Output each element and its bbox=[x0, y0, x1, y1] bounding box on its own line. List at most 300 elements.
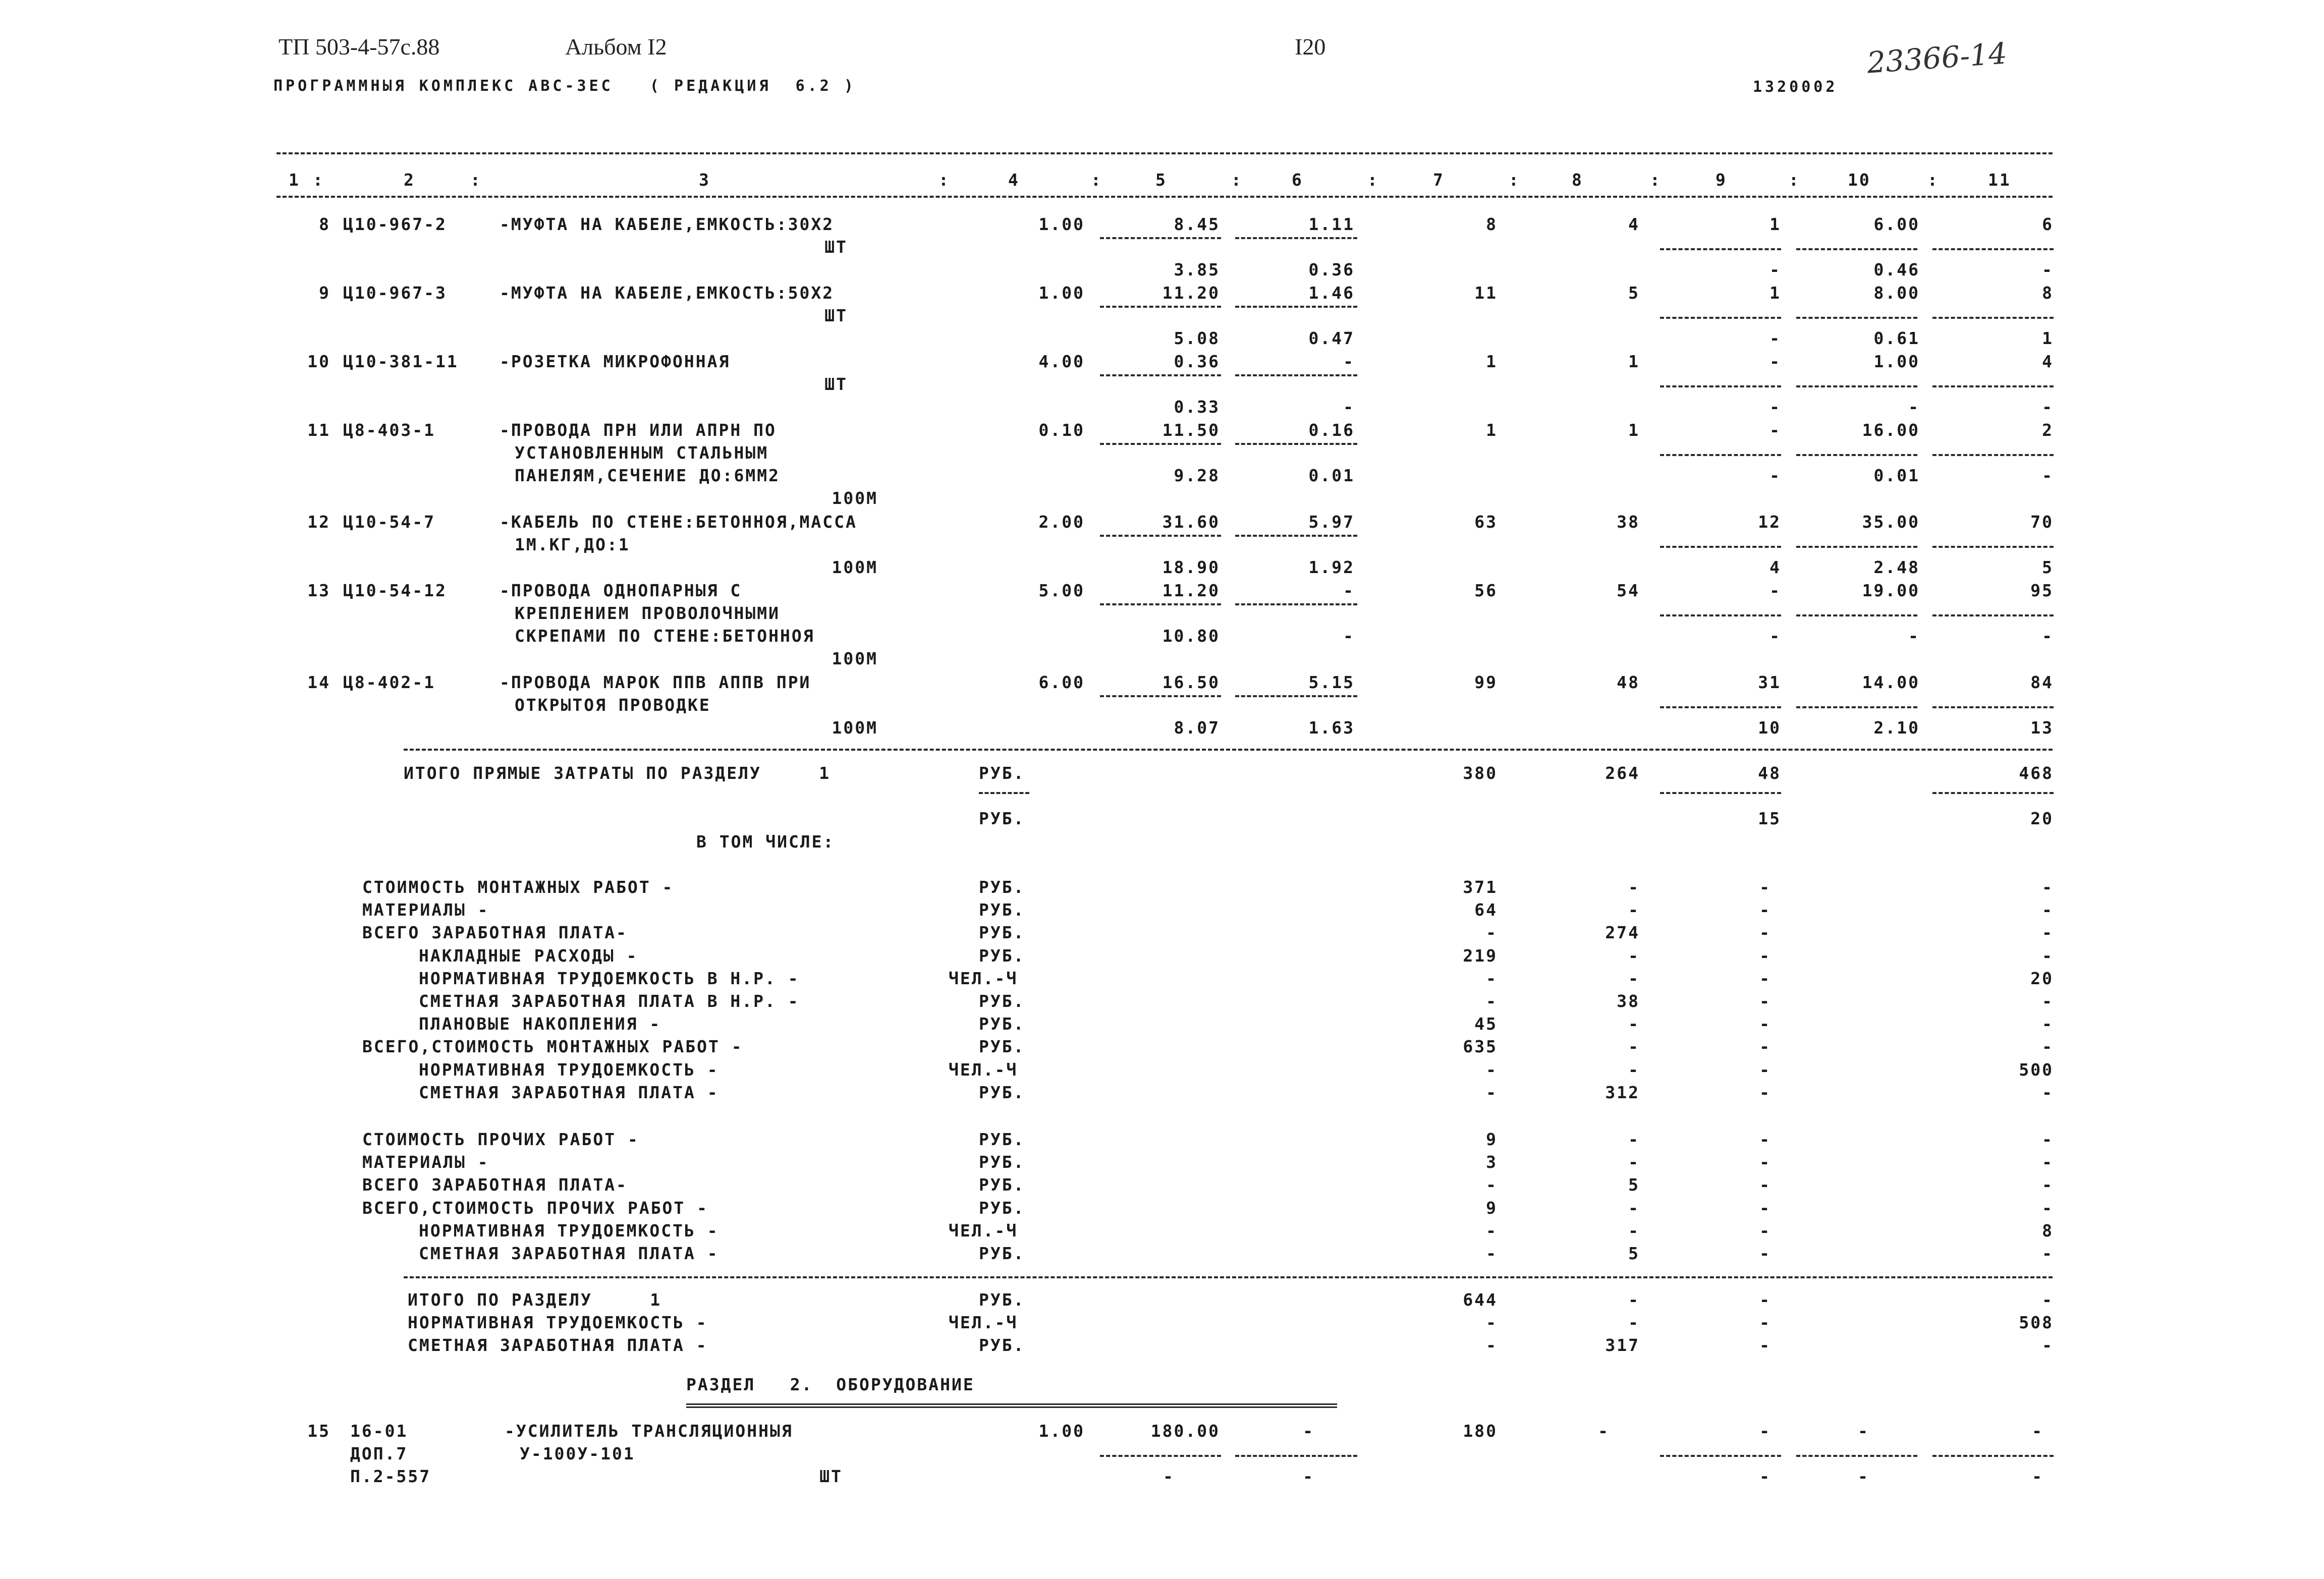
row-col11-b: - bbox=[2032, 1467, 2043, 1486]
row-col9-b: - bbox=[1769, 397, 1781, 417]
row-col9-b: - bbox=[1759, 1467, 1771, 1486]
row-col8-wage: 38 bbox=[1617, 512, 1640, 532]
column-header-7: 7 bbox=[1433, 170, 1445, 190]
summary-unit: РУБ. bbox=[979, 1130, 1025, 1149]
row-quantity: 2.00 bbox=[1038, 512, 1085, 532]
row-col7-total: 56 bbox=[1474, 581, 1498, 600]
summary-col11: - bbox=[2042, 923, 2054, 943]
summary-unit: ЧЕЛ.-Ч bbox=[949, 1059, 1018, 1080]
row-description: КРЕПЛЕНИЕМ ПРОВОЛОЧНЫМИ bbox=[515, 603, 780, 623]
summary-col7: 219 bbox=[1463, 945, 1498, 966]
row-col10-b: - bbox=[1908, 626, 1920, 646]
summary-col8: 312 bbox=[1605, 1082, 1640, 1102]
cell-divider bbox=[1660, 454, 1781, 456]
row-col11-b: - bbox=[2042, 397, 2054, 417]
handwritten-number: 23366-14 bbox=[1865, 36, 2008, 80]
column-header-5: 5 bbox=[1155, 170, 1167, 190]
cell-divider bbox=[1235, 695, 1357, 697]
row-code: Ц10-54-12 bbox=[343, 581, 447, 600]
section-total-label: СМЕТНАЯ ЗАРАБОТНАЯ ПЛАТА - bbox=[408, 1335, 708, 1356]
row-description: -МУФТА НА КАБЕЛЕ,ЕМКОСТЬ:50Х2 bbox=[500, 283, 835, 303]
summary-col11: - bbox=[2042, 1037, 2054, 1057]
row-col9: 1 bbox=[1769, 283, 1781, 303]
cell-divider bbox=[1235, 603, 1357, 605]
row-col9-b: - bbox=[1769, 260, 1781, 279]
row-number: 8 bbox=[319, 214, 330, 234]
cell-divider bbox=[1796, 385, 1917, 387]
summary-col7: - bbox=[1486, 991, 1498, 1011]
summary-col9: - bbox=[1759, 968, 1771, 988]
column-separator: : bbox=[1367, 170, 1379, 190]
summary-col11: - bbox=[2042, 1014, 2054, 1034]
row-unit: ШТ bbox=[824, 374, 848, 394]
row-col7-total: 180 bbox=[1463, 1421, 1498, 1441]
section-total-col7: - bbox=[1486, 1335, 1498, 1356]
total-col11: 468 bbox=[2019, 763, 2054, 783]
row-col8-wage: 48 bbox=[1617, 672, 1640, 692]
row-col9-b: 10 bbox=[1758, 718, 1781, 738]
cell-divider bbox=[1660, 385, 1781, 387]
rule-section-total bbox=[404, 1276, 2053, 1278]
cell-divider bbox=[1235, 237, 1357, 239]
summary-col7: - bbox=[1486, 1059, 1498, 1080]
row-col6-wage: - bbox=[1343, 626, 1355, 646]
summary-col7: 9 bbox=[1486, 1198, 1498, 1218]
cell-divider bbox=[1100, 306, 1221, 308]
summary-col7: 64 bbox=[1474, 900, 1498, 920]
row-col6-cost: - bbox=[1303, 1421, 1314, 1441]
summary-unit: РУБ. bbox=[979, 877, 1025, 897]
doc-number: 1320002 bbox=[1753, 78, 1838, 96]
summary-label: ВСЕГО ЗАРАБОТНАЯ ПЛАТА- bbox=[362, 923, 628, 943]
row-unit: ШТ bbox=[824, 237, 848, 257]
row-col10: 19.00 bbox=[1862, 581, 1920, 600]
summary-col7: - bbox=[1486, 968, 1498, 988]
column-header-4: 4 bbox=[1008, 170, 1020, 190]
row-col6-cost: - bbox=[1343, 352, 1355, 371]
row-quantity: 4.00 bbox=[1038, 352, 1085, 371]
column-header-6: 6 bbox=[1292, 170, 1303, 190]
cell-divider bbox=[1235, 1455, 1357, 1457]
section-total-unit: РУБ. bbox=[979, 1290, 1025, 1310]
total-col9: 48 bbox=[1758, 763, 1781, 783]
summary-unit: РУБ. bbox=[979, 991, 1025, 1011]
row-col9: 1 bbox=[1769, 214, 1781, 234]
row-col11-b: 13 bbox=[2030, 718, 2054, 738]
cell-divider bbox=[1100, 374, 1221, 376]
summary-unit: ЧЕЛ.-Ч bbox=[949, 968, 1018, 988]
total-col7: 380 bbox=[1463, 763, 1498, 783]
section-total-unit: ЧЕЛ.-Ч bbox=[949, 1313, 1018, 1333]
rule-top bbox=[276, 152, 2053, 154]
row-unit: 100М bbox=[832, 718, 878, 738]
row-description: -ПРОВОДА ОДНОПАРНЫЯ С bbox=[500, 581, 742, 600]
row-code: Ц10-967-2 bbox=[343, 214, 447, 234]
row-col5-wage: 9.28 bbox=[1174, 466, 1220, 485]
column-header-10: 10 bbox=[1848, 170, 1871, 190]
summary-col9: - bbox=[1759, 1082, 1771, 1102]
row-col7-total: 63 bbox=[1474, 512, 1498, 532]
section-total-col9: - bbox=[1759, 1290, 1771, 1310]
column-separator: : bbox=[1650, 170, 1662, 190]
section-total-col8: 317 bbox=[1605, 1335, 1640, 1356]
cell-divider bbox=[1932, 385, 2054, 387]
row-description: ОТКРЫТОЯ ПРОВОДКЕ bbox=[515, 695, 711, 715]
row-col5-cost: 31.60 bbox=[1162, 512, 1220, 532]
program-title: ПРОГРАММНЫЯ КОМПЛЕКС АВС-3ЕС ( РЕДАКЦИЯ 6.2 ) bbox=[273, 77, 856, 95]
row-col9: - bbox=[1769, 581, 1781, 600]
row-col11: 6 bbox=[2042, 214, 2054, 234]
row-quantity: 1.00 bbox=[1038, 214, 1085, 234]
cell-divider bbox=[1100, 695, 1221, 697]
row-col8-wage: 1 bbox=[1628, 352, 1640, 371]
row-col10: 8.00 bbox=[1873, 283, 1920, 303]
cell-divider bbox=[1932, 1455, 2054, 1457]
summary-col8: - bbox=[1628, 900, 1640, 920]
row-description: СКРЕПАМИ ПО СТЕНЕ:БЕТОННОЯ bbox=[515, 626, 815, 646]
summary-col11: 20 bbox=[2030, 968, 2054, 988]
row-col5-cost: 16.50 bbox=[1162, 672, 1220, 692]
row-description: -ПРОВОДА ПРН ИЛИ АПРН ПО bbox=[500, 420, 777, 440]
row-col11: 4 bbox=[2042, 352, 2054, 371]
cell-divider bbox=[1932, 248, 2054, 250]
cell-divider bbox=[1932, 792, 2054, 794]
column-separator: : bbox=[1927, 170, 1939, 190]
row-col6-wage: 0.01 bbox=[1308, 466, 1355, 485]
row-col11-b: - bbox=[2042, 466, 2054, 485]
row-number: 15 bbox=[307, 1421, 330, 1441]
cell-divider bbox=[1660, 1455, 1781, 1457]
row-col6-cost: 5.15 bbox=[1308, 672, 1355, 692]
row-col11-b: 5 bbox=[2042, 557, 2054, 577]
summary-col7: 45 bbox=[1474, 1014, 1498, 1034]
row-code: 16-01 bbox=[350, 1421, 408, 1441]
section-total-col9: - bbox=[1759, 1313, 1771, 1333]
row-number: 14 bbox=[307, 672, 330, 692]
summary-label: СМЕТНАЯ ЗАРАБОТНАЯ ПЛАТА В Н.Р. - bbox=[419, 991, 800, 1011]
summary-col9: - bbox=[1759, 991, 1771, 1011]
row-col10-b: 0.61 bbox=[1873, 328, 1920, 348]
summary-unit: РУБ. bbox=[979, 900, 1025, 920]
row-col8-wage: 54 bbox=[1617, 581, 1640, 600]
row-quantity: 0.10 bbox=[1038, 420, 1085, 440]
row-col5-wage: 0.33 bbox=[1174, 397, 1220, 417]
summary-label: СТОИМОСТЬ ПРОЧИХ РАБОТ - bbox=[362, 1130, 639, 1149]
summary-unit: РУБ. bbox=[979, 1175, 1025, 1195]
cell-divider bbox=[1660, 546, 1781, 548]
cell-divider bbox=[1796, 248, 1917, 250]
cell-divider bbox=[1660, 317, 1781, 319]
row-col9-b: 4 bbox=[1769, 557, 1781, 577]
column-separator: : bbox=[1789, 170, 1800, 190]
row-col11: 2 bbox=[2042, 420, 2054, 440]
cell-divider bbox=[1932, 614, 2054, 616]
summary-col7: - bbox=[1486, 1175, 1498, 1195]
summary-label: ВСЕГО,СТОИМОСТЬ МОНТАЖНЫХ РАБОТ - bbox=[362, 1037, 743, 1057]
summary-label: НОРМАТИВНАЯ ТРУДОЕМКОСТЬ В Н.Р. - bbox=[419, 968, 800, 988]
summary-col11: - bbox=[2042, 1130, 2054, 1149]
row-col11: 8 bbox=[2042, 283, 2054, 303]
summary-col8: 5 bbox=[1628, 1244, 1640, 1263]
summary-col9: - bbox=[1759, 1059, 1771, 1080]
summary-unit: РУБ. bbox=[979, 923, 1025, 943]
summary-unit: РУБ. bbox=[979, 1014, 1025, 1034]
row-unit: ШТ bbox=[819, 1467, 843, 1486]
cell-divider bbox=[1235, 535, 1357, 537]
row-description: -МУФТА НА КАБЕЛЕ,ЕМКОСТЬ:30Х2 bbox=[500, 214, 835, 234]
row-col11-b: - bbox=[2042, 626, 2054, 646]
row-col6-cost: 0.16 bbox=[1308, 420, 1355, 440]
row-col6-cost: 5.97 bbox=[1308, 512, 1355, 532]
cell-divider bbox=[1932, 454, 2054, 456]
summary-col9: - bbox=[1759, 877, 1771, 897]
row-description: -ПРОВОДА МАРОК ППВ АППВ ПРИ bbox=[500, 672, 811, 692]
summary-unit: РУБ. bbox=[979, 1198, 1025, 1218]
row-col10: 14.00 bbox=[1862, 672, 1920, 692]
summary-col8: - bbox=[1628, 877, 1640, 897]
cell-divider bbox=[1932, 317, 2054, 319]
summary-label: СМЕТНАЯ ЗАРАБОТНАЯ ПЛАТА - bbox=[419, 1244, 719, 1263]
row-unit: 100М bbox=[832, 488, 878, 508]
summary-label: СМЕТНАЯ ЗАРАБОТНАЯ ПЛАТА - bbox=[419, 1082, 719, 1102]
cell-divider bbox=[979, 792, 1029, 794]
summary-col9: - bbox=[1759, 1198, 1771, 1218]
row-number: 10 bbox=[307, 352, 330, 371]
row-col5-wage: 18.90 bbox=[1162, 557, 1220, 577]
summary-col7: 635 bbox=[1463, 1037, 1498, 1057]
summary-unit: ЧЕЛ.-Ч bbox=[949, 1220, 1018, 1240]
cell-divider bbox=[1100, 443, 1221, 445]
row-col10-b: 0.01 bbox=[1873, 466, 1920, 485]
summary-unit: РУБ. bbox=[979, 1244, 1025, 1263]
row-col6-wage: 0.36 bbox=[1308, 260, 1355, 279]
row-code: ДОП.7 bbox=[350, 1444, 408, 1463]
row-col9: - bbox=[1769, 352, 1781, 371]
row-col6-wage: 1.92 bbox=[1308, 557, 1355, 577]
row-col9: 31 bbox=[1758, 672, 1781, 692]
summary-col8: - bbox=[1628, 1037, 1640, 1057]
row-col5-wage: 3.85 bbox=[1174, 260, 1220, 279]
row-col5-wage: - bbox=[1163, 1467, 1175, 1486]
row-col10: 16.00 bbox=[1862, 420, 1920, 440]
summary-col9: - bbox=[1759, 900, 1771, 920]
row-quantity: 1.00 bbox=[1038, 1421, 1085, 1441]
total-direct-label: ИТОГО ПРЯМЫЕ ЗАТРАТЫ ПО РАЗДЕЛУ 1 bbox=[404, 763, 831, 783]
row-col7-total: 1 bbox=[1486, 352, 1498, 371]
row-col11: 70 bbox=[2030, 512, 2054, 532]
summary-col8: - bbox=[1628, 1198, 1640, 1218]
summary-col9: - bbox=[1759, 1244, 1771, 1263]
total-col8: 264 bbox=[1605, 763, 1640, 783]
row-col11: - bbox=[2032, 1421, 2043, 1441]
cell-divider bbox=[1796, 1455, 1917, 1457]
row-number: 13 bbox=[307, 581, 330, 600]
row-description: ПАНЕЛЯМ,СЕЧЕНИЕ ДО:6ММ2 bbox=[515, 466, 780, 485]
section-total-col9: - bbox=[1759, 1335, 1771, 1356]
row-description: 1М.КГ,ДО:1 bbox=[515, 535, 630, 554]
summary-col7: - bbox=[1486, 1220, 1498, 1240]
row-col11-b: - bbox=[2042, 260, 2054, 279]
row-col5-wage: 8.07 bbox=[1174, 718, 1220, 738]
section-total-col11: 508 bbox=[2019, 1313, 2054, 1333]
summary-col9: - bbox=[1759, 1175, 1771, 1195]
column-header-9: 9 bbox=[1716, 170, 1727, 190]
summary-col11: - bbox=[2042, 991, 2054, 1011]
cell-divider bbox=[1796, 614, 1917, 616]
total-unit2: РУБ. bbox=[979, 809, 1025, 828]
column-header-1: 1 bbox=[289, 170, 300, 190]
row-description: -УСИЛИТЕЛЬ ТРАНСЛЯЦИОННЫЯ bbox=[505, 1421, 793, 1441]
summary-col11: - bbox=[2042, 877, 2054, 897]
column-separator: : bbox=[938, 170, 950, 190]
summary-col7: - bbox=[1486, 1244, 1498, 1263]
summary-label: МАТЕРИАЛЫ - bbox=[362, 900, 489, 920]
summary-col11: - bbox=[2042, 1244, 2054, 1263]
row-col9: 12 bbox=[1758, 512, 1781, 532]
row-quantity: 5.00 bbox=[1038, 581, 1085, 600]
row-col7-total: 11 bbox=[1474, 283, 1498, 303]
row-col8-wage: 1 bbox=[1628, 420, 1640, 440]
row-col6-wage: 0.47 bbox=[1308, 328, 1355, 348]
summary-col9: - bbox=[1759, 923, 1771, 943]
summary-col8: 38 bbox=[1617, 991, 1640, 1011]
column-header-8: 8 bbox=[1572, 170, 1583, 190]
cell-divider bbox=[1235, 306, 1357, 308]
column-separator: : bbox=[1231, 170, 1243, 190]
row-col6-wage: - bbox=[1303, 1467, 1314, 1486]
section-total-col7: 644 bbox=[1463, 1290, 1498, 1310]
summary-unit: РУБ. bbox=[979, 945, 1025, 966]
rule-total bbox=[404, 749, 2053, 751]
summary-col11: - bbox=[2042, 900, 2054, 920]
row-col5-wage: 10.80 bbox=[1162, 626, 1220, 646]
row-col5-cost: 11.20 bbox=[1162, 283, 1220, 303]
cell-divider bbox=[1100, 237, 1221, 239]
summary-col9: - bbox=[1759, 1014, 1771, 1034]
summary-col11: - bbox=[2042, 1152, 2054, 1172]
summary-label: ВСЕГО,СТОИМОСТЬ ПРОЧИХ РАБОТ - bbox=[362, 1198, 709, 1218]
summary-col11: 8 bbox=[2042, 1220, 2054, 1240]
summary-col8: - bbox=[1628, 1220, 1640, 1240]
section2-underline bbox=[686, 1403, 1337, 1408]
summary-col8: - bbox=[1628, 1014, 1640, 1034]
summary-col7: - bbox=[1486, 923, 1498, 943]
summary-col8: - bbox=[1628, 968, 1640, 988]
summary-col11: - bbox=[2042, 1175, 2054, 1195]
row-code: Ц10-54-7 bbox=[343, 512, 435, 532]
summary-col8: 5 bbox=[1628, 1175, 1640, 1195]
summary-col11: - bbox=[2042, 1082, 2054, 1102]
cell-divider bbox=[1100, 603, 1221, 605]
section-total-col8: - bbox=[1628, 1290, 1640, 1310]
summary-label: ВСЕГО ЗАРАБОТНАЯ ПЛАТА- bbox=[362, 1175, 628, 1195]
row-description: -КАБЕЛЬ ПО СТЕНЕ:БЕТОННОЯ,МАССА bbox=[500, 512, 857, 532]
row-col10-b: - bbox=[1908, 397, 1920, 417]
cell-divider bbox=[1796, 454, 1917, 456]
album-label: Альбом I2 bbox=[565, 34, 667, 60]
row-description: -РОЗЕТКА МИКРОФОННАЯ bbox=[500, 352, 731, 371]
row-col8-wage: 4 bbox=[1628, 214, 1640, 234]
row-number: 11 bbox=[307, 420, 330, 440]
summary-unit: РУБ. bbox=[979, 1037, 1025, 1057]
row-col5-wage: 5.08 bbox=[1174, 328, 1220, 348]
cell-divider bbox=[1660, 614, 1781, 616]
summary-col9: - bbox=[1759, 1152, 1771, 1172]
row-col10-b: 0.46 bbox=[1873, 260, 1920, 279]
cell-divider bbox=[1660, 248, 1781, 250]
section2-title: РАЗДЕЛ 2. ОБОРУДОВАНИЕ bbox=[686, 1375, 975, 1394]
row-col5-cost: 11.50 bbox=[1162, 420, 1220, 440]
row-description: УСТАНОВЛЕННЫМ СТАЛЬНЫМ bbox=[515, 443, 769, 463]
row-col11: 84 bbox=[2030, 672, 2054, 692]
row-number: 12 bbox=[307, 512, 330, 532]
row-col6-wage: - bbox=[1343, 397, 1355, 417]
section-total-unit: РУБ. bbox=[979, 1335, 1025, 1356]
page-number: I20 bbox=[1295, 34, 1326, 60]
row-col6-cost: - bbox=[1343, 581, 1355, 600]
summary-label: ПЛАНОВЫЕ НАКОПЛЕНИЯ - bbox=[419, 1014, 661, 1034]
summary-col8: - bbox=[1628, 1059, 1640, 1080]
section-total-col11: - bbox=[2042, 1335, 2054, 1356]
cell-divider bbox=[1796, 317, 1917, 319]
row-col9-b: - bbox=[1769, 466, 1781, 485]
summary-col8: - bbox=[1628, 945, 1640, 966]
row-number: 9 bbox=[319, 283, 330, 303]
row-code: Ц10-967-3 bbox=[343, 283, 447, 303]
summary-col7: - bbox=[1486, 1082, 1498, 1102]
summary-col8: - bbox=[1628, 1152, 1640, 1172]
summary-label: МАТЕРИАЛЫ - bbox=[362, 1152, 489, 1172]
column-header-3: 3 bbox=[699, 170, 710, 190]
summary-col9: - bbox=[1759, 1130, 1771, 1149]
row-code: Ц10-381-11 bbox=[343, 352, 459, 371]
summary-label: НОРМАТИВНАЯ ТРУДОЕМКОСТЬ - bbox=[419, 1220, 719, 1240]
column-separator: : bbox=[313, 170, 324, 190]
summary-unit: РУБ. bbox=[979, 1152, 1025, 1172]
row-col10-b: - bbox=[1858, 1467, 1869, 1486]
row-col10: - bbox=[1858, 1421, 1869, 1441]
column-separator: : bbox=[1509, 170, 1520, 190]
summary-col11: - bbox=[2042, 1198, 2054, 1218]
row-col6-wage: 1.63 bbox=[1308, 718, 1355, 738]
summary-col9: - bbox=[1759, 1220, 1771, 1240]
cell-divider bbox=[1235, 374, 1357, 376]
summary-unit: РУБ. bbox=[979, 1082, 1025, 1102]
row-code: Ц8-402-1 bbox=[343, 672, 435, 692]
row-quantity: 1.00 bbox=[1038, 283, 1085, 303]
row-col5-cost: 8.45 bbox=[1174, 214, 1220, 234]
row-col9-b: - bbox=[1769, 626, 1781, 646]
row-col10: 1.00 bbox=[1873, 352, 1920, 371]
cell-divider bbox=[1796, 706, 1917, 708]
row-col9: - bbox=[1759, 1421, 1771, 1441]
cell-divider bbox=[1932, 706, 2054, 708]
cell-divider bbox=[1100, 1455, 1221, 1457]
row-col11-b: 1 bbox=[2042, 328, 2054, 348]
including-label: В ТОМ ЧИСЛЕ: bbox=[696, 832, 835, 852]
rule-header-bottom bbox=[276, 196, 2053, 198]
row-col6-cost: 1.11 bbox=[1308, 214, 1355, 234]
cell-divider bbox=[1235, 443, 1357, 445]
summary-col11: 500 bbox=[2019, 1059, 2054, 1080]
cell-divider bbox=[1660, 792, 1781, 794]
row-quantity: 6.00 bbox=[1038, 672, 1085, 692]
row-col11: 95 bbox=[2030, 581, 2054, 600]
row-col8-wage: 5 bbox=[1628, 283, 1640, 303]
total-unit: РУБ. bbox=[979, 763, 1025, 783]
row-col10: 35.00 bbox=[1862, 512, 1920, 532]
row-col7-total: 8 bbox=[1486, 214, 1498, 234]
